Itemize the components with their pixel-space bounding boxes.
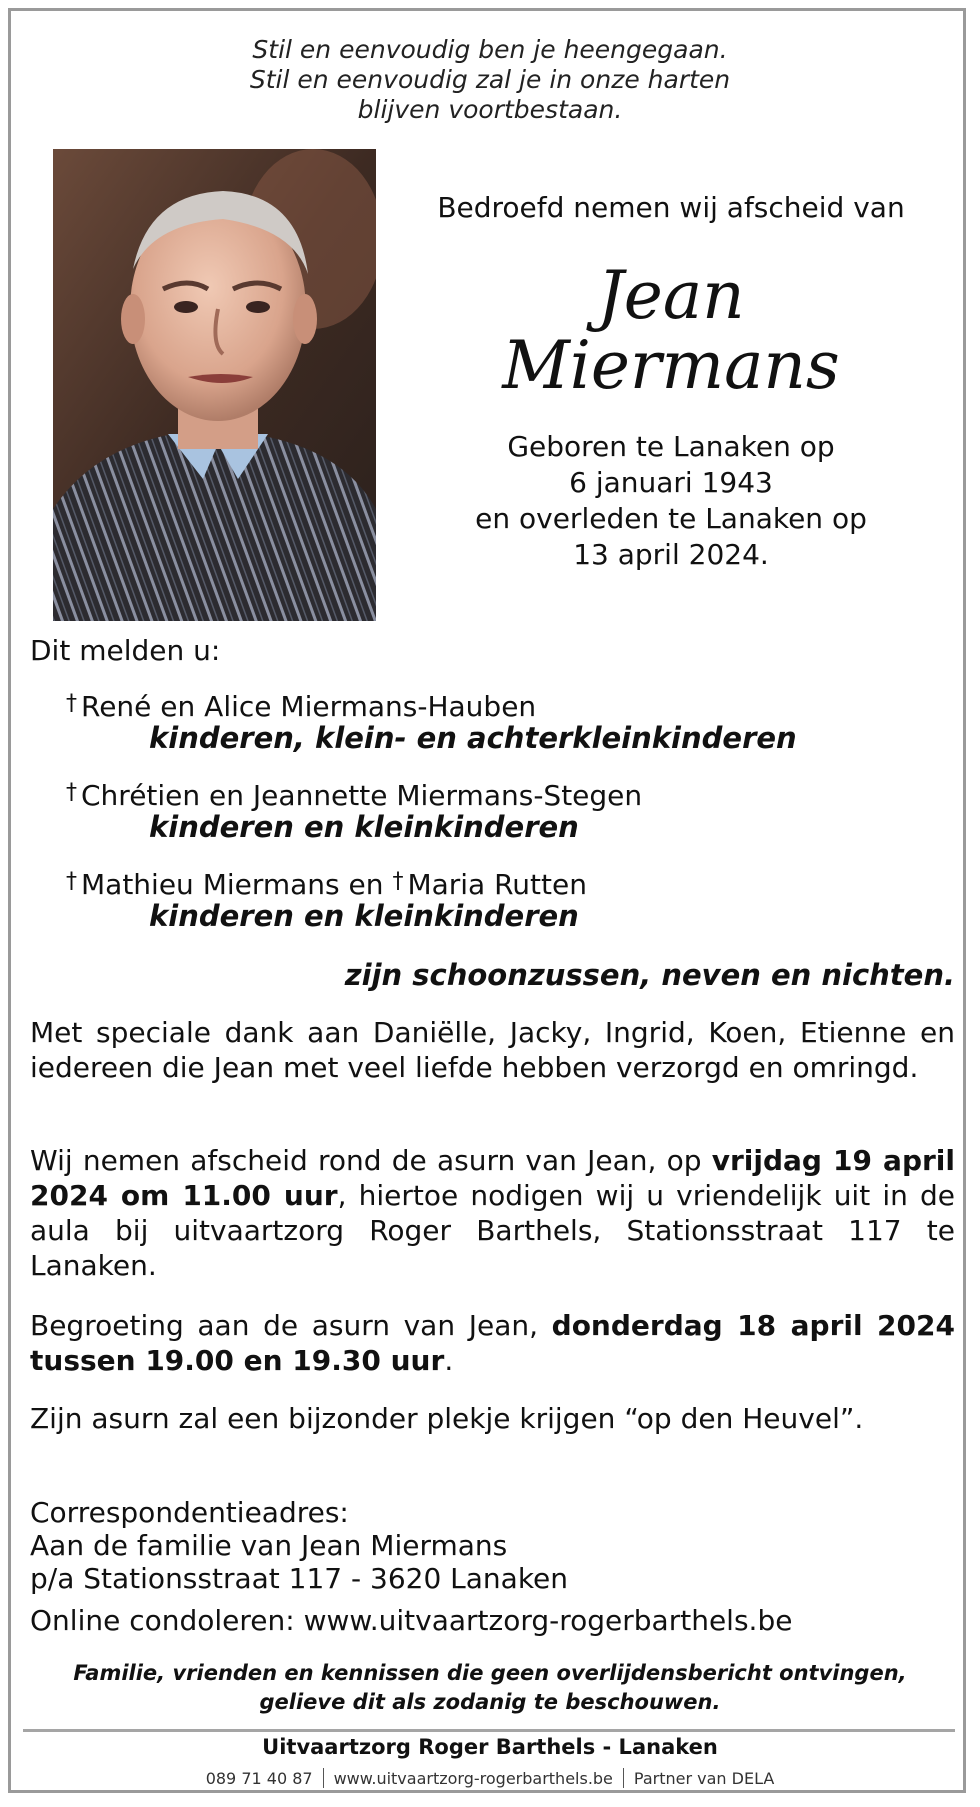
intro-text: Bedroefd nemen wij afscheid van: [437, 191, 905, 224]
footer-partner: Partner van DELA: [633, 1769, 775, 1788]
family-entry-3: [66, 864, 587, 902]
family-entry-relation: kinderen en kleinkinderen: [149, 810, 579, 844]
family-entry-relation: kinderen, klein- en achterkleinkinderen: [149, 721, 797, 755]
dates-line-1: Geboren te Lanaken op: [507, 430, 835, 463]
greeting-date: donderdag 18 april 2024 tussen 19.00 en 19.30 uur: [30, 1309, 955, 1377]
farewell-date: vrijdag 19 april 2024 om 11.00 uur: [30, 1144, 955, 1212]
portrait-photo: [53, 149, 376, 621]
poem-line-3: blijven voortbestaan.: [357, 95, 623, 124]
cross-icon: †: [392, 869, 404, 894]
poem-line-2: Stil en eenvoudig zal je in onze harten: [249, 65, 731, 94]
greeting-text: Begroeting aan de asurn van Jean,: [30, 1309, 539, 1342]
footer-phone: 089 71 40 87: [205, 1769, 313, 1788]
footer-separator: [323, 1768, 324, 1788]
notice: [11, 1659, 969, 1717]
correspondence-line-2: p/a Stationsstraat 117 - 3620 Lanaken: [30, 1562, 569, 1595]
poem: [11, 35, 969, 125]
family-entry-names: René en Alice Miermans-Hauben: [81, 690, 537, 723]
notice-line-1: Familie, vrienden en kennissen die geen overlijdensbericht ontvingen,: [73, 1661, 907, 1685]
footer-title: Uitvaartzorg Roger Barthels - Lanaken: [262, 1735, 718, 1759]
cross-icon: †: [66, 691, 77, 716]
family-entry-names: Chrétien en Jeannette Miermans-Stegen: [81, 779, 643, 812]
poem-line-1: Stil en eenvoudig ben je heengegaan.: [252, 35, 728, 64]
cross-icon: †: [66, 780, 77, 805]
online-condolence: Online condoleren: www.uitvaartzorg-rogerbarthels.be: [30, 1604, 793, 1637]
birth-death-dates: [386, 429, 956, 573]
last-name: Miermans: [502, 327, 840, 404]
notice-line-2: gelieve dit als zodanig te beschouwen.: [259, 1690, 721, 1714]
cross-icon: †: [66, 869, 77, 894]
correspondence-heading: Correspondentieadres:: [30, 1496, 349, 1529]
footer-website: www.uitvaartzorg-rogerbarthels.be: [333, 1769, 613, 1788]
first-name: Jean: [597, 257, 745, 334]
farewell-paragraph: [30, 1143, 955, 1283]
correspondence-line-1: Aan de familie van Jean Miermans: [30, 1529, 508, 1562]
footer-info: [11, 1768, 969, 1788]
greeting-text-end: .: [444, 1344, 454, 1377]
farewell-text-end: , hiertoe nodigen wij u vriendelijk uit in de aula bij uitvaartzorg Roger Barthels, Stationsstraat 117 te Lanaken.: [30, 1179, 956, 1282]
family-entry-relation: kinderen en kleinkinderen: [149, 899, 579, 933]
thanks-paragraph: Met speciale dank aan Daniëlle, Jacky, Ingrid, Koen, Etienne en iedereen die Jean met veel liefde hebben verzorgd en omringd.: [30, 1016, 955, 1084]
dates-line-2: 6 januari 1943: [569, 466, 773, 499]
family-entry-2: [66, 775, 642, 813]
footer-separator: [623, 1768, 624, 1788]
dates-line-3: en overleden te Lanaken op: [475, 502, 867, 535]
deceased-name: [386, 257, 956, 404]
death-notice-card: [8, 8, 966, 1793]
correspondence: [30, 1496, 955, 1595]
family-entry-names: Maria Rutten: [407, 868, 587, 901]
farewell-text: Wij nemen afscheid rond de asurn van Jean, op: [30, 1144, 702, 1177]
family-closing: zijn schoonzussen, neven en nichten.: [344, 958, 955, 992]
urn-paragraph: Zijn asurn zal een bijzonder plekje krijgen “op den Heuvel”.: [30, 1402, 864, 1435]
greeting-paragraph: [30, 1308, 955, 1378]
dates-line-4: 13 april 2024.: [573, 538, 769, 571]
family-entry-names: Mathieu Miermans en: [81, 868, 384, 901]
family-entry-1: [66, 686, 536, 724]
family-heading: Dit melden u:: [30, 634, 221, 667]
footer-divider: [23, 1729, 955, 1732]
